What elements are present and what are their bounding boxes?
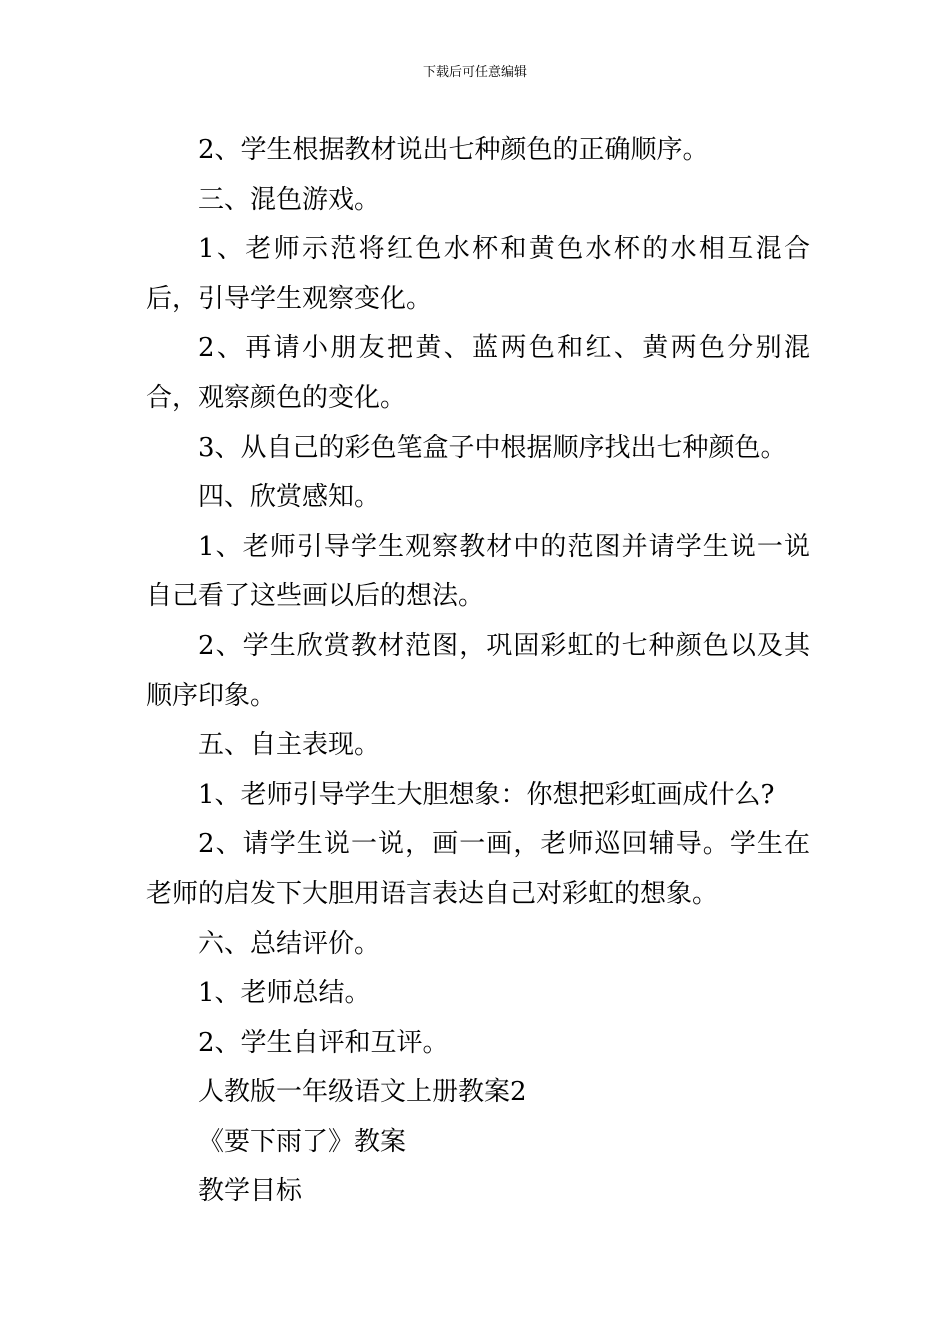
paragraph: 1、老师引导学生大胆想象：你想把彩虹画成什么?: [198, 779, 775, 810]
paragraph: 1、老师示范将红色水杯和黄色水杯的水相互混合后，引导学生观察变化。: [146, 234, 810, 314]
paragraph: 2、学生自评和互评。: [198, 1027, 449, 1058]
page-header: 下载后可任意编辑: [422, 65, 527, 80]
section-heading: 五、自主表现。: [198, 730, 381, 761]
paragraph: 2、学生根据教材说出七种颜色的正确顺序。: [198, 135, 709, 165]
paragraph: 3、从自己的彩色笔盒子中根据顺序找出七种颜色。: [198, 432, 787, 463]
section-heading: 六、总结评价。: [198, 928, 381, 959]
document-body: [146, 126, 810, 1217]
paragraph: 1、老师总结。: [198, 978, 371, 1009]
lesson-title: 人教版一年级语文上册教案2: [198, 1077, 527, 1108]
paragraph: 1、老师引导学生观察教材中的范图并请学生说一说自己看了这些画以后的想法。: [146, 531, 810, 612]
section-heading: 三、混色游戏。: [198, 184, 381, 215]
lesson-subtitle: 《要下雨了》教案: [198, 1126, 407, 1157]
section-heading: 教学目标: [198, 1176, 303, 1207]
paragraph: 2、再请小朋友把黄、蓝两色和红、黄两色分别混合，观察颜色的变化。: [146, 333, 810, 413]
section-heading: 四、欣赏感知。: [198, 482, 381, 513]
paragraph: 2、学生欣赏教材范图，巩固彩虹的七种颜色以及其顺序印象。: [146, 630, 810, 711]
paragraph: 2、请学生说一说，画一画，老师巡回辅导。学生在老师的启发下大胆用语言表达自己对彩虹的想象。: [146, 829, 810, 909]
